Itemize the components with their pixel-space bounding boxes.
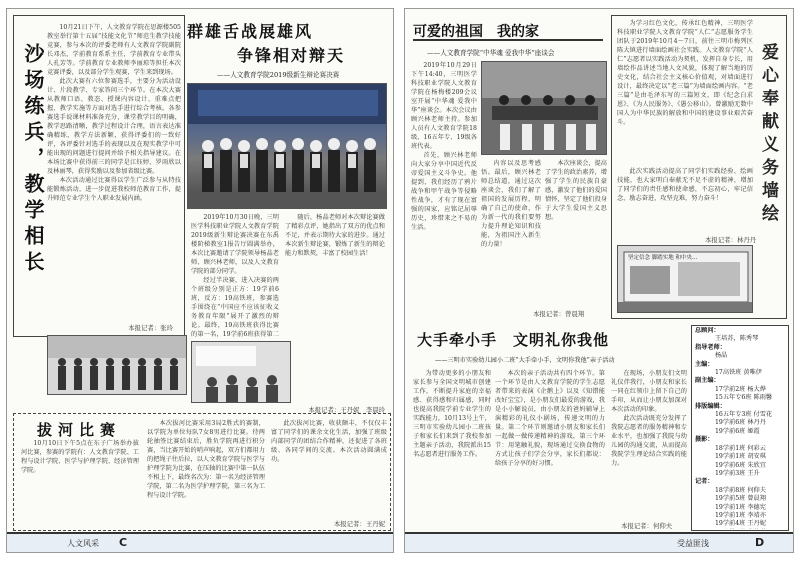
byline: 本报记者：王丹妮 李晨玲 <box>308 406 385 414</box>
paragraph: 内容以及思考感悟。最后，顾兴林老师总结道，通过这次座谈会，我们了解了祖国的发展历程，明确了自己的使命，作为新一代的我们要努力提升理论知识和技能，为祖国注入新生的力量！ <box>481 160 541 248</box>
mural-vertical-headline: 爱心奉献义务墙绘 <box>758 43 778 227</box>
section-name: 受益匪浅 <box>677 539 709 548</box>
kindergarten-body-col1 <box>413 369 491 529</box>
staff-entry <box>695 436 787 478</box>
paragraph: 此次拔河比赛，收获颇丰，不仅仅丰富了同学们的课余文化生活，加强了班级内部同学的团结合作精神，还促进了各班级、各同学间的交流。本次活动圆满成功。 <box>271 420 387 463</box>
paragraph: 经过半决赛，进入决赛的两个班级分别是正方：19学前6班，反方：19高铁班，参赛选手围绕在“中国应不应该征收义务教育年限”展开了激烈的辩论。最终，19高铁班获得比赛的第一名，19学前6班获得第二 <box>191 277 279 338</box>
page-footer <box>7 532 393 552</box>
staff-role: 总顾问： <box>695 327 720 334</box>
staff-value: 王培苏，陈秀琴 <box>715 335 759 343</box>
newspaper-page-c <box>6 8 394 553</box>
staff-list <box>695 327 787 529</box>
paragraph: 首先，顾兴林老师向大家分享中国近代反帝爱国主义斗争史。他提到，我们经历了鸦片战争和甲午战争等侵略性战争，才有了现在富强的国家，应铭记屈辱历史，珍惜来之不易的生活。 <box>411 152 477 231</box>
staff-value: 杨晶 <box>715 352 728 360</box>
left-article-body <box>47 23 181 319</box>
paragraph: 本次的亲子活动共有四个环节。第一个环节是由人文教育学院的学生志愿者带来的表演《企鹅上》以及《知错能改好宝宝》，是小朋友们最爱的游戏，我是小小解说员，由小朋友的爸妈辅导上演精彩的礼仪小剧场，传递文明的力量。第二个环节则邀请小朋友和家长们一起做一做传递精神的游戏，第三个环节：用笔触礼貌，现场通过交换食物的方式让孩子们学会分享，家长们都说：给孩子分享的好习惯。 <box>495 370 605 467</box>
tug-body-col3 <box>271 419 387 515</box>
staff-value: 16五年专3班 付雪花 19学前6班 林丹丹 19学前6班 姬霞 <box>715 411 773 435</box>
paragraph: 为带动更多的小朋友和家长参与全国文明城市创建工作，不断提升家庭的幸福感、获得感和归属感，同时也提高我院学前专业学生的实践能力，10月13号上午，三明市实验幼儿园小二班孩子和家长们来到了我校参加主题亲子活动，我院派出15名志愿者进行服务工作。 <box>413 370 491 458</box>
paragraph: 本次拔河比赛采用3局2胜式的赛制，以学院为单位每队7女8男进行比赛。待两轮抽签比赛结束后，胜负学院再进行积分赛，当比赛开始的哨声响起，双方们都用力的把绳子往后拉，以人文教育学院与医学与护理学院为比赛，在压轴的比赛中第一队伍不相上下，最终名次为：第一名为经济管理学院，第二名为医学护理学院，第三名为工程与设计学院。 <box>147 420 265 499</box>
paragraph: 此次大赛有六位参赛选手，主要分为活动设计、片段教学、专家答问三个环节。在本次大赛从教师口语、教态、授课内容设计、重难点把握、教学实施等方面对选手进行综合考核。各参赛选手说课材料准备充分，课堂教学目的明确，教学思路清晰，教学过程设计合理，语言表达准确精练，教学方法新颖，获得评委们的一致好评，各评委针对选手的表现以及在现实教学中可能出现的问题进行提问并给予相关指导建议。在本场比赛中获得前三的同学是江钰婷、罗雨欣以及林丽琴，获得奖励以及参加省级比赛。 <box>47 78 181 175</box>
staff-role: 主编： <box>695 360 714 368</box>
paragraph: 此次活动既充分发挥了我院志愿者的服务精神和专业水平，也加强了我院与幼儿园的沟通交流，从而提高我院学生理论结合实践的能力。 <box>611 415 687 467</box>
kindergarten-subtitle: ——三明市实验幼儿园小二班“大手牵小手，文明你我他”亲子活动 <box>435 357 615 364</box>
paragraph: 2019年10月30日晚，三明医学科技职业学院人文教育学院2019级新生辩论赛决赛在东禹楼阶梯教室1报告厅圆满举办，本次比赛邀请了学院领导杨晶老师、顾兴林老师，以及人文教育学院的部分同学。 <box>191 214 279 275</box>
paragraph: 2019年10月29日下午14:40，三明医学科技职业学院人文教育学院在杨梅楼209会议室开展“中华魂 爱我中华”座谈会。本次会议由顾兴林老师主持。参加人员有人文教育学院18级、16五年专、19级各班代表。 <box>411 62 477 150</box>
byline: 本报记者：曾晨翔 <box>533 310 585 318</box>
paragraph: 此次实践活动提高了同学们实践经验、绘画技能，也大家明白奉献无不足不虚的精神，增加了同学们的责任感和使命感，不忘初心，牢记信念，励志奋进，攻坚克难，努力奋斗！ <box>617 168 753 202</box>
staff-value: 18学前1班 何彩云 19学前1班 胡安琪 19学前6班 朱欣宜 19学前3班 王升 <box>715 444 766 477</box>
debate-body-col2 <box>285 213 385 339</box>
tug-body-col1 <box>21 439 139 527</box>
seminar-photo <box>481 61 607 155</box>
kindergarten-body-col2 <box>495 369 605 529</box>
staff-entry <box>695 327 787 344</box>
staff-role: 摄影： <box>695 436 714 444</box>
mural-slogan-text: 坚定信念 脚踏实地 和中央... <box>628 255 698 261</box>
motherland-body-col1 <box>411 61 477 313</box>
staff-value: 17高铁班 黄唯伊 <box>715 369 762 377</box>
mural-body-2 <box>617 167 753 229</box>
paragraph: 10月10日下午5点在东子广场举办拔河比赛，参赛的学院有：人文教育学院、工程与设计学院、医学与护理学院、经济管理学院。 <box>21 440 139 474</box>
section-name: 人文风采 <box>67 539 99 548</box>
tug-body-col2 <box>147 419 265 527</box>
debate-body-col1 <box>191 213 279 339</box>
motherland-body-col2 <box>481 159 541 313</box>
paragraph: 本次活动通过比赛得以学生广泛参与从特技能锻炼活动，进一步促进我校师范教育工作，提升师范专业学生个人职业发展内涵。 <box>47 177 181 202</box>
staff-value: 18学前8班 何仰夫 19学前5班 曾晨翔 19学前1班 李德宪 19学前1班 李靖亦 19学前4班 王丹妮 <box>715 486 766 528</box>
paragraph: 为学习红色文化，传承红色精神，三明医学科技职业学院人文教育学院“人仁”志愿服务学生团队于2019年10月4～7日，前往三明市梅列区陈大镇进行墙面绘画社会实践。人文教育学院“人仁”志愿者以实践活动为契机，发挥自身专长，用墙绘作品讲述当地人文风貌，体现了解当地的历史文化，结合社会主义核心价值观，对墙面进行设计，最终决定以“老三篇”为墙面绘画内容。“老三篇”是由毛泽东写的三篇短文，即《纪念白求恩》、《为人民服务》、《愚公移山》。曾激励无数中国人为中华民族的解放和中国的建设事业艰苦奋斗。 <box>617 20 753 126</box>
byline: 本报记者：张玲 <box>128 324 173 332</box>
staff-value: 17学前2班 杨大烨 15五年专6班 陈雨馨 <box>715 385 773 402</box>
headline-rule <box>413 39 603 41</box>
tug-headline: 拔河比赛 <box>37 421 122 439</box>
motherland-subtitle: ——人文教育学院“中华魂 爱我中华”座谈会 <box>427 49 555 57</box>
motherland-headline: 可爱的祖国 我的家 <box>413 24 539 40</box>
newspaper-page-d <box>404 8 794 553</box>
competition-photo-1 <box>47 335 187 395</box>
debate-group-photo <box>187 83 387 209</box>
kindergarten-body-col3 <box>611 369 687 519</box>
staff-entry <box>695 478 787 529</box>
staff-role: 指导老师： <box>695 343 726 351</box>
debate-headline-line1: 群雄舌战展雄风 <box>187 22 314 41</box>
paragraph: 10月21日下午，人文教育学院在思源楼505教室举行第十五届“技能文化节”师范生教学技能竞赛，参与本次的评委老师有人文教育学院副院长邓杰，学前教育系系主任，学前教育专业带头人孔芳等。学前教育专业教师李丽琼等担任本次竞赛评委，以及部分学生观赛，学生来到现场。 <box>47 24 181 76</box>
students-silhouette-icon <box>188 84 387 209</box>
paragraph: 随后，杨晶老师对本次辩论赛做了精彩点评，她指出了双方的优点和不足，并表示期待大家的进步。通过本次新生辩论赛，锻炼了新生的辩论能力和默契，丰富了校园生活！ <box>285 214 385 257</box>
byline: 本报记者：林丹丹 <box>705 236 757 244</box>
mural-body-1 <box>617 19 753 165</box>
meeting-room-photo-icon <box>482 62 607 155</box>
staff-role: 排版编辑： <box>695 402 726 410</box>
staff-role: 副主编： <box>695 377 720 385</box>
classroom-photo-icon <box>192 342 291 403</box>
byline: 本报记者：何仰夫 <box>621 522 673 530</box>
vertical-headline: 沙场练兵，教学相长 <box>21 43 45 277</box>
byline: 本报记者：王丹妮 <box>333 520 385 528</box>
group-photo-icon <box>48 336 187 395</box>
debate-headline-line2: 争锋相对辩天 <box>237 46 346 65</box>
kindergarten-headline: 大手牵小手 文明礼你我他 <box>417 331 610 349</box>
paragraph: 在现场，小朋友们文明礼仪伴我行，小朋友和家长一同在红领巾上留下自己的手印，从而让小朋友加深对本次活动的印象。 <box>611 370 687 413</box>
staff-entry <box>695 377 787 402</box>
staff-entry <box>695 403 787 437</box>
competition-photo-2 <box>191 341 291 403</box>
mural-photo <box>617 245 753 313</box>
debate-subtitle: ——人文教育学院2019级新生辩论赛决赛 <box>217 71 340 79</box>
page-letter: C <box>119 536 128 549</box>
page-letter: D <box>755 536 765 549</box>
staff-role: 记者： <box>695 478 714 486</box>
paragraph: 本次座谈会，提高了学生的政治素养，增强了学生的民族自豪感，激发了他们的爱国情怀，坚定了他们投身于大学生爱国主义思想。 <box>545 160 607 221</box>
motherland-body-col3 <box>545 159 607 309</box>
staff-entry <box>695 361 787 378</box>
staff-entry <box>695 344 787 361</box>
page-footer <box>405 532 793 552</box>
